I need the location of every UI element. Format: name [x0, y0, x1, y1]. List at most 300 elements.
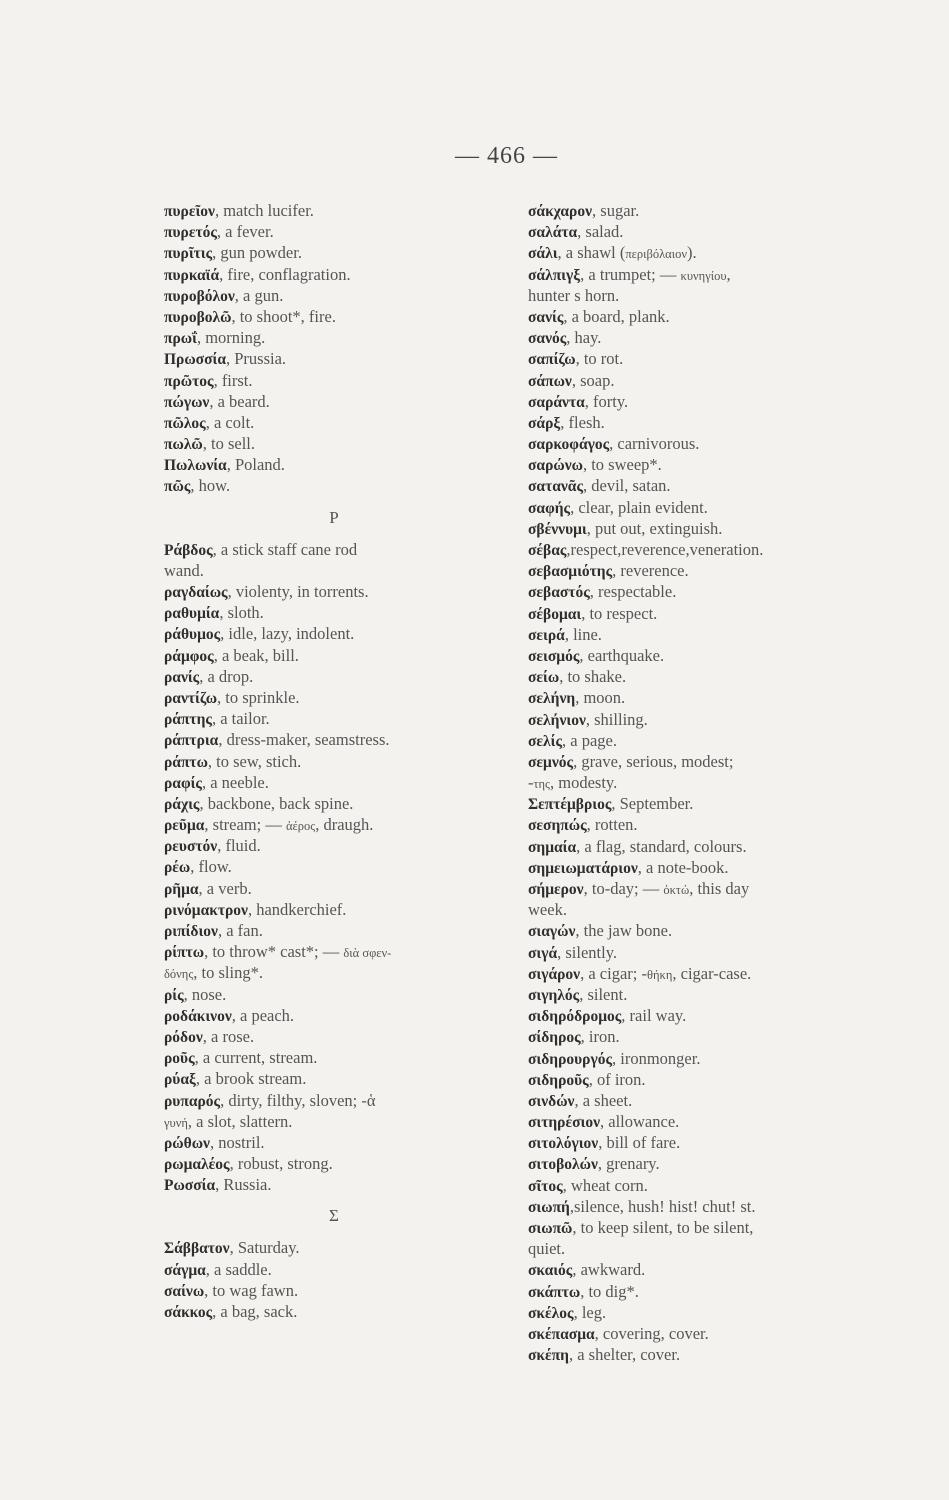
entry-text	[528, 625, 602, 644]
headword: ραφίς	[164, 774, 202, 792]
definition: , salad.	[577, 222, 624, 242]
dictionary-entry	[164, 306, 504, 327]
dictionary-entry	[528, 1323, 868, 1344]
headword: σεβαστός	[528, 584, 590, 602]
dictionary-entry	[164, 729, 504, 750]
dictionary-entry	[164, 751, 504, 772]
definition: , respectable.	[589, 582, 677, 602]
dictionary-entry	[528, 603, 868, 624]
definition: , a sheet.	[574, 1090, 633, 1110]
dictionary-entry	[528, 1048, 868, 1069]
dictionary-entry	[528, 814, 868, 835]
entry-text	[164, 815, 373, 834]
dictionary-entry	[528, 221, 868, 242]
entry-text	[528, 476, 671, 495]
headword: ροδάκινον	[164, 1007, 232, 1025]
headword: σάρξ	[528, 414, 561, 432]
headword: σιτοβολών	[528, 1156, 598, 1174]
definition: , handkerchief.	[247, 899, 347, 919]
definition-continued: ,	[726, 264, 731, 284]
dictionary-entry	[528, 1196, 868, 1217]
entry-text	[164, 688, 300, 707]
entry-text	[164, 222, 274, 241]
headword: σαπίζω	[528, 351, 576, 369]
entry-text	[528, 943, 617, 962]
headword: σαφής	[528, 499, 571, 517]
dictionary-entry	[528, 666, 868, 687]
headword: σεσηπώς	[528, 817, 587, 835]
headword: σινδών	[528, 1092, 575, 1110]
dictionary-entry	[528, 709, 868, 730]
headword: σιτολόγιον	[528, 1135, 599, 1153]
entry-text	[528, 222, 623, 241]
headword: Σεπτέμβριος	[528, 796, 612, 814]
entry-text	[528, 540, 763, 559]
definition: , to sell.	[202, 434, 256, 454]
definition: , dress-maker, seamstress.	[218, 730, 390, 750]
definition: , leg.	[573, 1302, 607, 1322]
entry-text	[528, 1260, 645, 1279]
greek-note: γυνή	[164, 1115, 188, 1130]
definition: , rotten.	[586, 815, 638, 835]
definition: , shilling.	[585, 709, 648, 729]
entry-text	[528, 1303, 606, 1322]
definition: , forty.	[584, 391, 629, 411]
headword: ραθυμία	[164, 605, 220, 623]
dictionary-entry	[164, 772, 504, 793]
entry-text	[528, 582, 676, 601]
entry-text	[528, 201, 639, 220]
headword: σιωπή	[528, 1198, 570, 1216]
headword: ράπτρια	[164, 732, 219, 750]
definition: , a cigar; -	[580, 963, 647, 983]
definition: , to keep silent, to be silent,	[572, 1218, 754, 1237]
dictionary-entry	[528, 242, 868, 263]
dictionary-entry	[528, 560, 868, 581]
entry-text	[164, 1154, 333, 1173]
entry-text	[528, 858, 729, 877]
dictionary-entry	[528, 264, 868, 285]
greek-note: ἀέρος	[285, 819, 316, 834]
definition: , a note-book.	[637, 857, 729, 877]
dictionary-entry	[528, 327, 868, 348]
headword: σανίς	[528, 308, 564, 326]
dictionary-entry	[528, 687, 868, 708]
definition: , a shelter, cover.	[568, 1345, 681, 1365]
definition-continued: , this day	[689, 879, 750, 898]
headword: σεισμός	[528, 647, 580, 665]
greek-note: ὀκτώ	[663, 883, 690, 897]
dictionary-entry	[528, 836, 868, 857]
definition-continued: , cigar-case.	[672, 963, 752, 983]
greek-note: διὰ σφεν-	[343, 946, 392, 961]
definition: , to rot.	[575, 349, 624, 369]
definition: , a fever.	[216, 222, 274, 242]
dictionary-entry	[528, 1132, 868, 1153]
headword: ράπτω	[164, 753, 208, 771]
dictionary-entry	[528, 581, 868, 602]
headword: σανός	[528, 330, 567, 348]
entry-text	[164, 603, 264, 622]
dictionary-entry	[528, 285, 868, 306]
entry-text	[164, 371, 253, 390]
dictionary-entry	[164, 623, 504, 644]
headword: σελήνιον	[528, 711, 586, 729]
definition: , Prussia.	[226, 349, 287, 369]
headword: σιγηλός	[528, 986, 580, 1004]
entry-text	[164, 709, 270, 728]
definition: , soap.	[571, 370, 615, 390]
definition: ,silence, hush! hist! chut! st.	[569, 1196, 756, 1216]
headword: σημειωματάριον	[528, 859, 638, 877]
dictionary-entry	[164, 962, 504, 983]
dictionary-entry	[164, 581, 504, 602]
entry-text	[164, 540, 357, 559]
definition: , September.	[611, 794, 694, 814]
entry-text	[528, 498, 708, 517]
definition: , grenary.	[597, 1154, 660, 1174]
definition: , a page.	[562, 730, 617, 750]
dictionary-entry	[528, 1238, 868, 1259]
entry-text	[528, 985, 627, 1004]
headword: σιγάρον	[528, 965, 581, 983]
definition: , put out, extinguish.	[586, 518, 723, 538]
definition-continued: , modesty.	[550, 773, 618, 793]
dictionary-entry	[164, 645, 504, 666]
headword: σιγά	[528, 944, 558, 962]
dictionary-entry	[164, 835, 504, 856]
entry-text	[164, 879, 252, 898]
entry-text	[528, 519, 722, 538]
definition: , wheat corn.	[562, 1175, 648, 1195]
entry-text	[164, 1302, 297, 1321]
entry-text	[164, 624, 354, 643]
entry-text	[164, 794, 353, 813]
definition: , to throw* cast*; —	[204, 942, 344, 962]
headword: πυρκαϊά	[164, 266, 220, 284]
definition: , covering, cover.	[594, 1323, 709, 1343]
definition: , fluid.	[217, 836, 261, 856]
dictionary-entry	[528, 1026, 868, 1047]
definition: , flesh.	[560, 412, 605, 432]
headword: σελήνη	[528, 690, 576, 708]
headword: πώγων	[164, 393, 210, 411]
entry-text	[164, 286, 283, 305]
entry-text	[528, 900, 567, 919]
dictionary-entry	[528, 454, 868, 475]
entry-text	[164, 434, 255, 453]
dictionary-entry	[164, 1047, 504, 1068]
entry-text	[164, 900, 346, 919]
definition: , a peach.	[231, 1005, 295, 1025]
headword: πρῶτος	[164, 372, 214, 390]
entry-text	[528, 710, 648, 729]
entry-text	[528, 328, 601, 347]
definition: , reverence.	[612, 561, 689, 581]
definition: , of iron.	[588, 1069, 646, 1089]
dictionary-entry	[164, 264, 504, 285]
headword: πυροβόλον	[164, 287, 235, 305]
definition: , a board, plank.	[563, 306, 670, 326]
entry-text	[528, 561, 689, 580]
entry-text	[528, 307, 670, 326]
entry-text	[528, 667, 626, 686]
headword: Ράβδος	[164, 541, 213, 559]
headword: σκαιός	[528, 1262, 573, 1280]
dictionary-entry	[528, 348, 868, 369]
headword: σάκκος	[164, 1304, 213, 1321]
definition: , idle, lazy, indolent.	[220, 624, 355, 644]
headword: σαρκοφάγος	[528, 436, 610, 454]
definition: , Russia.	[215, 1175, 272, 1195]
definition: , devil, satan.	[583, 476, 671, 496]
entry-text	[164, 836, 261, 855]
dictionary-entry	[528, 539, 868, 560]
entry-text	[164, 1048, 317, 1067]
entry-text	[164, 773, 269, 792]
definition: , a bag, sack.	[212, 1302, 298, 1321]
definition: , to sprinkle.	[217, 687, 300, 707]
dictionary-entry	[164, 1005, 504, 1026]
entry-text	[528, 1176, 648, 1195]
entry-text	[164, 476, 230, 495]
dictionary-entry	[528, 857, 868, 878]
definition: , a stick staff cane rod	[212, 539, 358, 559]
headword: σίδηρος	[528, 1029, 581, 1047]
dictionary-entry	[528, 1281, 868, 1302]
dictionary-entry	[528, 1344, 868, 1365]
dictionary-entry	[528, 984, 868, 1005]
entry-text	[528, 1345, 680, 1364]
headword: πυρετός	[164, 224, 217, 242]
definition: , moon.	[575, 688, 626, 708]
headword: ρόδον	[164, 1028, 203, 1046]
entry-text	[164, 265, 351, 284]
headword: σκάπτω	[528, 1283, 581, 1301]
definition: , a brook stream.	[195, 1069, 307, 1089]
definition: , a beard.	[209, 391, 270, 411]
headword: πωλῶ	[164, 436, 203, 454]
entry-text	[528, 455, 662, 474]
headword: ράπτης	[164, 711, 212, 729]
headword: πυρῖτις	[164, 245, 213, 263]
entry-text	[164, 307, 336, 326]
headword: σέβας	[528, 542, 567, 559]
dictionary-entry	[164, 1301, 504, 1322]
dictionary-entry	[164, 348, 504, 369]
headword: σβέννυμι	[528, 520, 587, 538]
dictionary-entry	[164, 433, 504, 454]
definition: , robust, strong.	[229, 1154, 333, 1174]
entry-text	[164, 646, 299, 665]
definition: , line.	[564, 624, 602, 644]
definition: , a rose.	[202, 1026, 255, 1046]
definition-continued: , to sling*.	[193, 963, 263, 983]
entry-text	[528, 434, 699, 453]
entry-text	[164, 243, 302, 262]
headword: ρῆμα	[164, 880, 199, 898]
entry-text	[164, 582, 369, 601]
definition: , fire, conflagration.	[219, 264, 351, 284]
headword: ρευστόν	[164, 838, 218, 856]
dictionary-entry	[164, 899, 504, 920]
dictionary-entry	[164, 1174, 504, 1195]
headword: ροῦς	[164, 1050, 195, 1068]
headword: σιαγών	[528, 923, 576, 941]
headword: σάγμα	[164, 1261, 206, 1279]
entry-text	[164, 1027, 254, 1046]
greek-note: της	[533, 777, 551, 792]
definition: , earthquake.	[579, 645, 665, 665]
entry-text	[528, 392, 628, 411]
entry-text	[528, 349, 623, 368]
definition: , hay.	[566, 328, 602, 348]
headword: σιδηροῦς	[528, 1071, 589, 1089]
headword: Πωλωνία	[164, 457, 227, 475]
headword: σαλάτα	[528, 224, 578, 242]
headword: πυρεῖον	[164, 203, 215, 220]
dictionary-entry	[528, 518, 868, 539]
definition: , the jaw bone.	[575, 921, 673, 941]
dictionary-entry	[164, 370, 504, 391]
dictionary-entry	[528, 730, 868, 751]
entry-text	[528, 1218, 753, 1237]
entry-text	[164, 985, 226, 1004]
dictionary-entry	[164, 1090, 504, 1111]
headword: σαίνω	[164, 1282, 205, 1300]
headword: σειρά	[528, 626, 565, 644]
definition: , nose.	[183, 984, 227, 1004]
section-letter: Σ	[329, 1206, 339, 1226]
definition: -	[528, 773, 534, 793]
definition: , to-day; —	[583, 879, 664, 898]
definition: , carnivorous.	[609, 434, 700, 454]
dictionary-entry	[528, 1175, 868, 1196]
dictionary-entry	[164, 560, 504, 581]
dictionary-entry	[164, 1237, 504, 1258]
headword: ρυπαρός	[164, 1092, 221, 1110]
entry-text	[164, 1175, 272, 1194]
entry-text	[528, 646, 664, 665]
definition: , Saturday.	[229, 1238, 300, 1258]
dictionary-entry	[164, 941, 504, 962]
headword: σκέπη	[528, 1347, 569, 1365]
entry-text	[164, 201, 314, 220]
definition: , a drop.	[199, 666, 254, 686]
definition: , first.	[213, 370, 253, 390]
entry-text	[164, 561, 204, 580]
entry-text	[164, 1069, 306, 1088]
definition: , awkward.	[572, 1260, 646, 1280]
definition: , ironmonger.	[612, 1048, 701, 1068]
dictionary-entry	[164, 814, 504, 835]
definition: , Poland.	[226, 455, 285, 475]
entry-text	[164, 413, 254, 432]
definition: , a flag, standard, colours.	[576, 836, 747, 856]
entry-text	[528, 921, 672, 940]
dictionary-entry	[164, 475, 504, 496]
definition: , backbone, back spine.	[199, 793, 354, 813]
entry-text	[528, 243, 697, 262]
dictionary-entry	[528, 878, 868, 899]
definition: , silent.	[579, 984, 628, 1004]
entry-text	[164, 1238, 300, 1257]
dictionary-entry	[528, 1090, 868, 1111]
dictionary-entry	[164, 1026, 504, 1047]
headword: σῖτος	[528, 1177, 563, 1195]
headword: σιδηρόδρομος	[528, 1008, 622, 1026]
definition: , to sweep*.	[582, 455, 662, 475]
headword: σέβομαι	[528, 605, 582, 623]
dictionary-entry	[164, 1153, 504, 1174]
entry-text	[528, 752, 733, 771]
definition: , bill of fare.	[598, 1133, 681, 1153]
dictionary-entry	[164, 391, 504, 412]
dictionary-entry	[164, 687, 504, 708]
headword: σάλι	[528, 245, 558, 263]
headword: σάκχαρον	[528, 203, 593, 220]
dictionary-entry	[528, 920, 868, 941]
headword: σιτηρέσιον	[528, 1114, 601, 1132]
dictionary-entry	[164, 200, 504, 221]
section-letter: P	[329, 507, 339, 527]
headword: ρωμαλέος	[164, 1156, 230, 1174]
definition: , match lucifer.	[214, 201, 314, 220]
definition-continued: ).	[687, 243, 697, 263]
entry-text	[164, 667, 253, 686]
definition: , to wag fawn.	[204, 1280, 299, 1300]
dictionary-entry	[164, 708, 504, 729]
headword: ρύαξ	[164, 1071, 196, 1089]
dictionary-entry	[528, 963, 868, 984]
headword: ραντίζω	[164, 689, 218, 707]
dictionary-entry	[528, 370, 868, 391]
headword: πῶς	[164, 478, 191, 496]
entry-text	[164, 1112, 292, 1131]
left-column	[164, 200, 504, 1322]
dictionary-entry	[528, 624, 868, 645]
dictionary-entry	[528, 475, 868, 496]
dictionary-entry	[528, 645, 868, 666]
dictionary-entry	[164, 1111, 504, 1132]
definition: , iron.	[580, 1027, 620, 1047]
definition: , clear, plain evident.	[570, 497, 708, 517]
dictionary-entry	[164, 666, 504, 687]
definition-continued: , a slot, slattern.	[187, 1111, 293, 1131]
entry-text	[528, 964, 751, 983]
definition: , a verb.	[198, 878, 252, 898]
definition: ,respect,reverence,veneration.	[566, 540, 764, 559]
definition: , a fan.	[217, 921, 263, 940]
dictionary-entry	[164, 602, 504, 623]
definition: , a colt.	[205, 412, 255, 432]
dictionary-entry	[528, 1217, 868, 1238]
headword: σκέλος	[528, 1304, 574, 1322]
entry-text	[164, 857, 232, 876]
definition: , a current, stream.	[194, 1048, 318, 1068]
definition: , how.	[190, 476, 231, 496]
entry-text	[164, 921, 263, 940]
dictionary-entry	[164, 984, 504, 1005]
headword: ράθυμος	[164, 626, 221, 644]
entry-text	[528, 879, 749, 898]
entry-text	[164, 752, 301, 771]
definition: , flow.	[190, 857, 232, 877]
definition: , stream; —	[204, 815, 286, 835]
definition: , rail way.	[621, 1006, 687, 1026]
headword: ρίπτω	[164, 944, 205, 962]
definition: , sugar.	[592, 201, 640, 220]
